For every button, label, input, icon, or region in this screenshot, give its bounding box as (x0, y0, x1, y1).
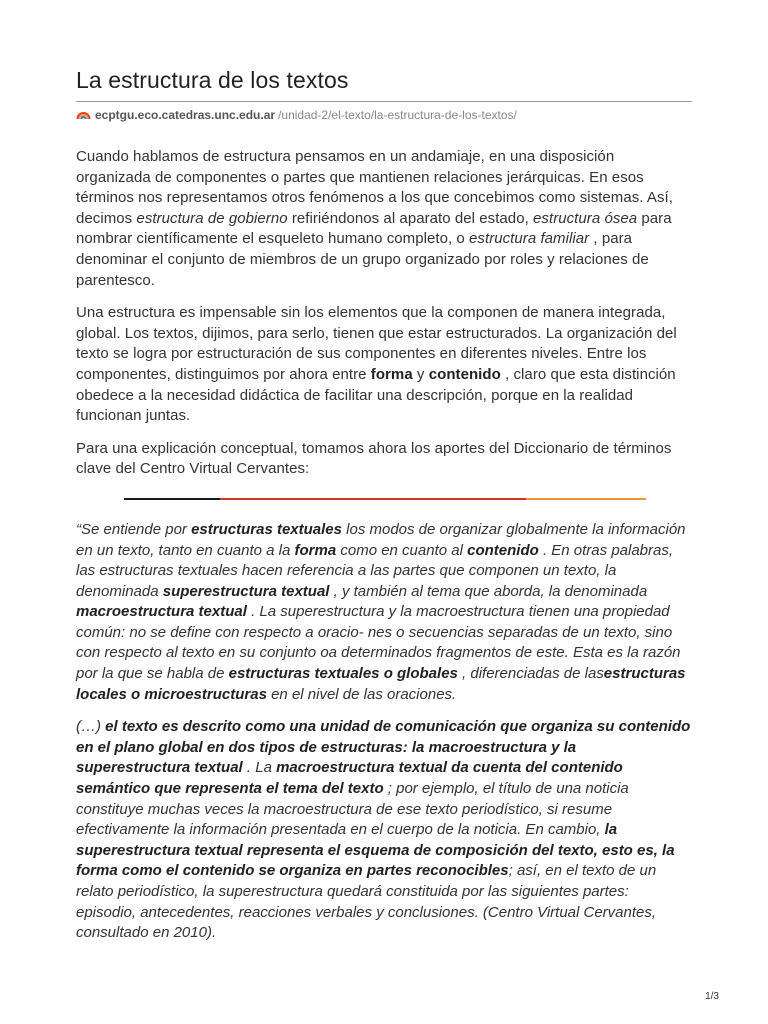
rainbow-arc-icon (76, 109, 91, 121)
emphasis-bold-text: superestructura textual (162, 582, 330, 600)
page-indicator: 1/3 (705, 991, 719, 1002)
separator-orange-segment (526, 498, 646, 500)
text-run: Una estructura es impensable sin los elementos que la componen de manera integrada, global. Los textos, dijimos, para serlo, tienen que estar estructurados. La organización del texto se logra por estructuración de sus componentes en diferentes niveles. Entre los componentes, distinguimos por ahora entre (76, 304, 677, 383)
emphasis-bold-text: estructuras textuales o globales (228, 665, 458, 683)
quote-paragraph-definition (76, 520, 692, 705)
text-run: como en cuanto al (336, 541, 468, 559)
paragraph-forma-contenido (76, 303, 692, 427)
text-run: , para denominar el conjunto de miembros de un grupo organizado por roles y relaciones de parentesco. (76, 230, 649, 289)
emphasis-bold-text: macroestructura textual (76, 603, 247, 621)
emphasis-bold-text: forma (370, 365, 413, 383)
emphasis-italic-text: estructura familiar (469, 230, 590, 248)
text-run: , y también al tema que aborda, la denominada (329, 582, 648, 600)
text-run: y (412, 365, 429, 383)
emphasis-bold-text: la superestructura textual representa el esquema de composición del texto, esto es, la forma como el contenido se organiza en partes reconocibles (76, 821, 675, 880)
text-run: (…) (76, 718, 106, 736)
emphasis-bold-text: forma (294, 541, 337, 559)
separator-black-segment (124, 498, 220, 500)
document-page (76, 64, 692, 944)
text-run: . La superestructura y la macroestructura tienen una propiedad común: no se define con respecto a oracio- nes o secuencias separadas de un texto, sino con respecto al texto en su conjunto oa determinados fragmentos de este. Esta es la razón por la que se habla de (76, 603, 681, 683)
emphasis-bold-text: macroestructura textual da cuenta del contenido semántico que representa el tema del texto (76, 759, 623, 798)
separator-red-segment (220, 498, 526, 500)
text-run: , claro que esta distinción obedece a la necesidad didáctica de facilitar una descripción, porque en la realidad funcionan juntas. (76, 365, 676, 425)
text-run: , diferenciadas de las (457, 665, 604, 683)
text-run: los modos de organizar globalmente la información en un texto, tanto en cuanto a la (76, 520, 686, 559)
source-domain-link[interactable]: ecptgu.eco.catedras.unc.edu.ar (95, 108, 276, 122)
quote-paragraph-macro-super (76, 717, 692, 944)
emphasis-italic-text: estructura de gobierno (136, 209, 288, 227)
color-separator (124, 498, 646, 500)
source-path-link[interactable]: /unidad-2/el-texto/la-estructura-de-los-textos/ (278, 108, 517, 122)
text-run: Para una explicación conceptual, tomamos ahora los aportes del Diccionario de términos clave del Centro Virtual Cervantes: (76, 439, 672, 478)
emphasis-italic-text: estructura ósea (533, 209, 638, 227)
page-title: La estructura de los textos (76, 67, 349, 93)
text-run: “Se entiende por (76, 520, 192, 538)
emphasis-bold-text: contenido (428, 365, 501, 383)
text-run: . La (242, 759, 277, 777)
text-run: refiriéndonos al aparato del estado, (287, 209, 534, 227)
paragraph-cervantes-intro (76, 439, 692, 480)
emphasis-bold-text: estructuras textuales (191, 520, 342, 538)
source-line (76, 107, 692, 123)
text-run: en el nivel de las oraciones. (266, 685, 457, 703)
text-run: . En otras palabras, las estructuras textuales hacen referencia a las partes que componen un texto, la denominada (76, 541, 674, 600)
emphasis-bold-text: el texto es descrito como una unidad de comunicación que organiza su contenido en el plano global en dos tipos de estructuras: la macroestructura y la superestructura textual (76, 718, 691, 777)
emphasis-bold-text: estructuras locales o microestructuras (76, 665, 686, 703)
title-divider (76, 101, 692, 102)
emphasis-bold-text: contenido (467, 541, 539, 559)
text-run: ; por ejemplo, el título de una noticia constituye muchas veces la macroestructura de ese texto periodístico, si resume efectivamente la información presentada en el cuerpo de la noticia. En cambio, (76, 780, 629, 839)
text-run: Cuando hablamos de estructura pensamos en un andamiaje, en una disposición organizada de componentes o partes que mantienen relaciones jerárquicas. En esos términos nos representamos otros fenómenos a los que concebimos como sistemas. Así, decimos (76, 148, 673, 227)
text-run: para nombrar científicamente el esqueleto humano completo, o (76, 209, 672, 248)
text-run: ; así, en el texto de un relato periodístico, la superestructura quedará constituida por las siguientes partes: episodio, antecedentes, reacciones verbales y conclusiones. (Centro Virtual Cervantes, consultado en 2010). (76, 862, 657, 942)
paragraph-estructura (76, 147, 692, 291)
